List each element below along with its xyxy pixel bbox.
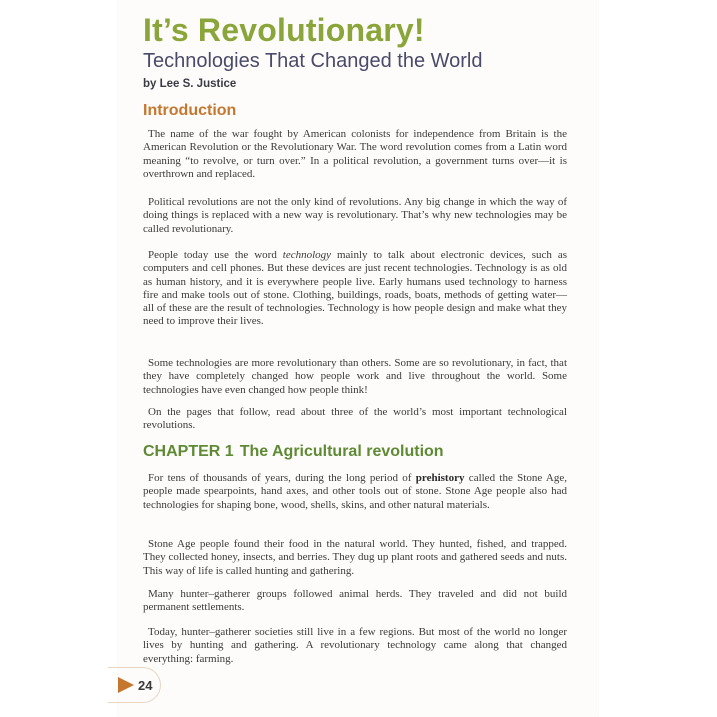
page-number-label: 24 [138, 677, 153, 693]
page-number [118, 671, 152, 699]
intro-paragraph-4: Some technologies are more revolutionary than others. Some are so revolutionary, in fact, that they have completely changed how people work and live throughout the world. Some technologies have even changed how people think! [143, 357, 567, 396]
intro-paragraph-5: On the pages that follow, read about three of the world’s most important technological revolutions. [143, 406, 567, 432]
chapter-number: CHAPTER 1 [143, 443, 234, 460]
chapter-title: The Agricultural revolution [239, 443, 444, 460]
author-byline: by Lee S. Justice [143, 78, 237, 90]
arrow-right-icon [118, 677, 134, 693]
page-subtitle: Technologies That Changed the World [143, 50, 483, 72]
chapter-paragraph-2: Stone Age people found their food in the natural world. They hunted, fished, and trapped. They collected honey, insects, and berries. They dug up plant roots and gathered seeds and nuts. This way of life is called hunting and gathering. [143, 538, 567, 577]
chapter-paragraph-1: For tens of thousands of years, during the long period of prehistory called the Stone Age, people made spearpoints, hand axes, and other tools out of stone. Stone Age people also had technologies for shaping bone, wood, shells, skins, and other natural materials. [143, 472, 567, 511]
introduction-heading: Introduction [143, 102, 237, 119]
intro-paragraph-3: People today use the word technology mainly to talk about electronic devices, such as computers and cell phones. But these devices are just recent technologies. Technology is as old as human history, and it is everywhere people live. Early humans used technology to harness fire and make tools out of stone. Clothing, buildings, roads, boats, methods of getting water—all of these are the result of technologies. Technology is how people design and make what they need to improve their lives. [143, 249, 567, 328]
chapter-paragraph-3: Many hunter–gatherer groups followed animal herds. They traveled and did not build permanent settlements. [143, 588, 567, 614]
emphasized-term: technology [282, 249, 332, 261]
bold-term: prehistory [415, 472, 465, 484]
intro-paragraph-2: Political revolutions are not the only kind of revolutions. Any big change in which the way of doing things is replaced with a new way is revolutionary. That’s why new technologies may be called revolutionary. [143, 196, 567, 235]
chapter-paragraph-4: Today, hunter–gatherer societies still live in a few regions. But most of the world no longer lives by hunting and gathering. A revolutionary technology came along that changed everything: farming. [143, 626, 567, 665]
chapter-heading [143, 443, 444, 461]
page-title: It’s Revolutionary! [143, 12, 425, 48]
intro-paragraph-1: The name of the war fought by American colonists for independence from Britain is the American Revolution or the Revolutionary War. The word revolution comes from a Latin word meaning “to revolve, or turn over.” In a political revolution, a government turns over—it is overthrown and replaced. [143, 128, 567, 180]
